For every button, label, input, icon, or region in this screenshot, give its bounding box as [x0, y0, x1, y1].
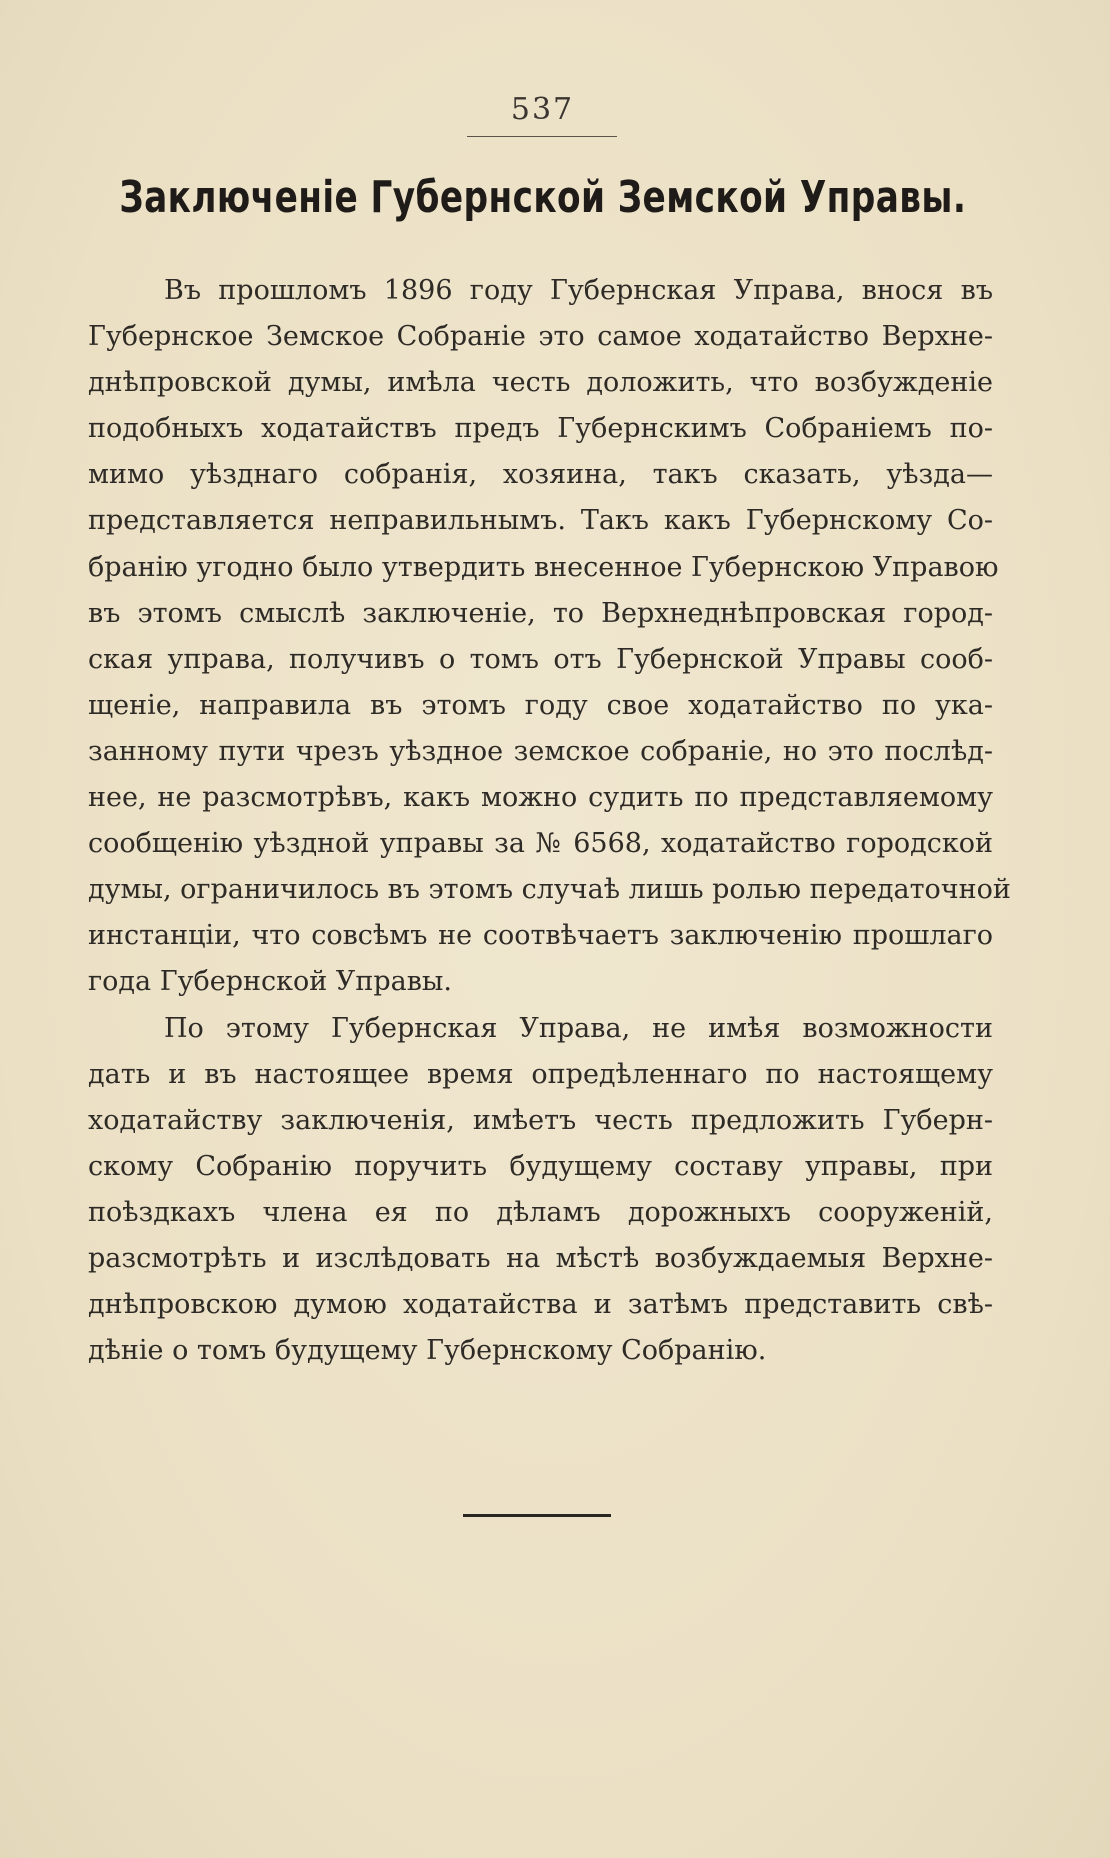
text-line: скому Собранію поручить будущему составу управы, при	[88, 1150, 993, 1182]
body-text	[88, 268, 1011, 1374]
text-line: нее, не разсмотрѣвъ, какъ можно судить по представляемому	[88, 782, 993, 814]
text-line: днѣпровской думы, имѣла честь доложить, что возбужденіе	[88, 367, 993, 399]
text-line: разсмотрѣть и изслѣдовать на мѣстѣ возбуждаемыя Верхне-	[88, 1242, 993, 1274]
text-line: Губернское Земское Собраніе это самое ходатайство Верхне-	[88, 321, 993, 353]
text-line: ская управа, получивъ о томъ отъ Губернской Управы сооб-	[88, 643, 993, 675]
text-line: ходатайству заключенія, имѣетъ честь предложить Губерн-	[88, 1104, 993, 1136]
text-line: По этому Губернская Управа, не имѣя возможности	[164, 1012, 993, 1044]
text-line: поѣздкахъ члена ея по дѣламъ дорожныхъ сооруженій,	[88, 1196, 993, 1228]
paragraph-1	[88, 268, 1011, 1006]
paragraph-2	[88, 1006, 993, 1375]
text-line: въ этомъ смыслѣ заключеніе, то Верхнеднѣпровская город-	[88, 597, 993, 629]
page-number-underline	[467, 136, 617, 137]
text-line: представляется неправильнымъ. Такъ какъ Губернскому Со-	[88, 505, 993, 537]
closing-rule	[463, 1514, 611, 1517]
text-line: инстанціи, что совсѣмъ не соотвѣчаетъ заключенію прошлаго	[88, 920, 993, 952]
section-title: Заключеніе Губернской Земской Управы.	[119, 172, 967, 223]
text-line: дать и въ настоящее время опредѣленнаго по настоящему	[88, 1058, 993, 1090]
text-line: дѣніе о томъ будущему Губернскому Собранію.	[88, 1335, 767, 1367]
page-number: 537	[510, 92, 575, 127]
text-line: днѣпровскою думою ходатайства и затѣмъ представить свѣ-	[88, 1289, 993, 1321]
text-line: думы, ограничилось въ этомъ случаѣ лишь ролью передаточной	[88, 874, 1011, 906]
text-line: занному пути чрезъ уѣздное земское собраніе, но это послѣд-	[88, 735, 993, 767]
text-line: бранію угодно было утвердить внесенное Губернскою Управою	[88, 551, 999, 583]
text-line: сообщенію уѣздной управы за № 6568, ходатайство городской	[88, 828, 993, 860]
text-line: мимо уѣзднаго собранія, хозяина, такъ сказать, уѣзда—	[88, 459, 993, 491]
text-line: года Губернской Управы.	[88, 966, 452, 998]
text-line: подобныхъ ходатайствъ предъ Губернскимъ Собраніемъ по-	[88, 413, 993, 445]
text-line: Въ прошломъ 1896 году Губернская Управа, внося въ	[164, 275, 993, 306]
text-line: щеніе, направила въ этомъ году свое ходатайство по ука-	[88, 689, 993, 721]
